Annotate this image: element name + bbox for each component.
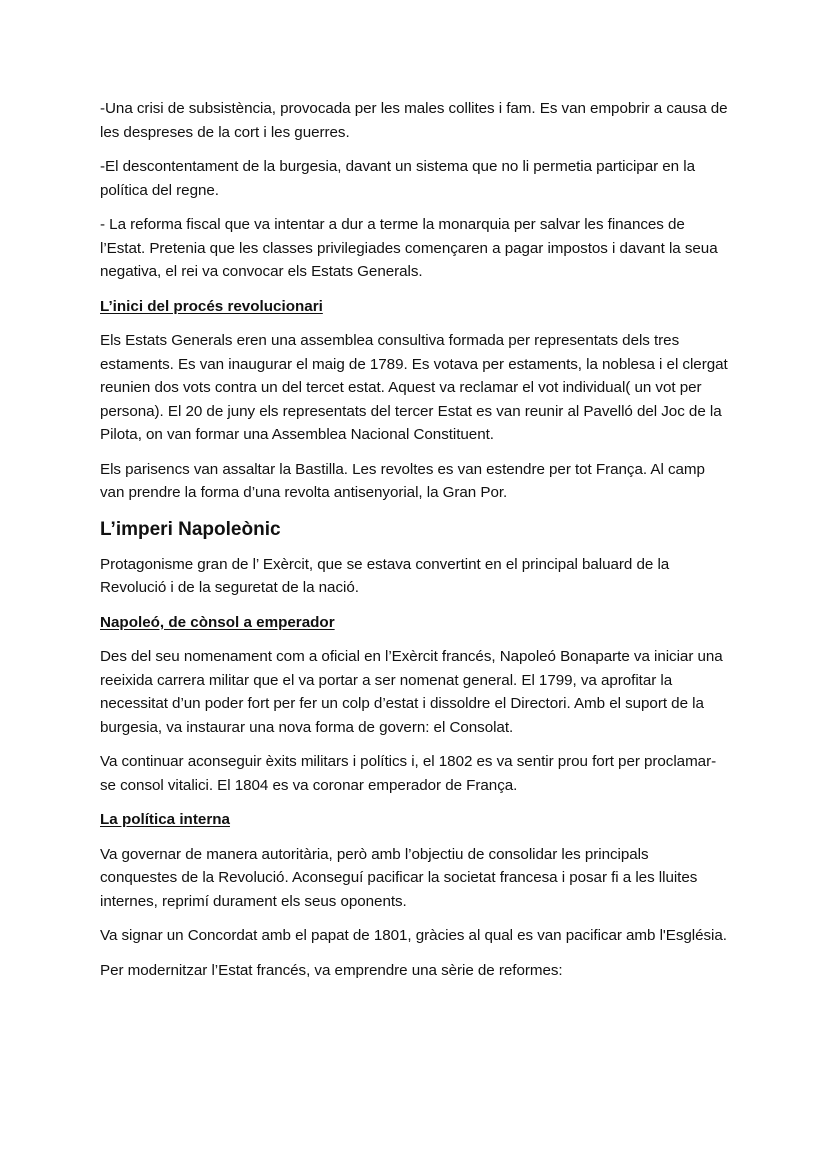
paragraph-concordat: Va signar un Concordat amb el papat de 1801, gràcies al qual es van pacificar amb l'Església. (100, 927, 727, 944)
paragraph-fiscal-reform: - La reforma fiscal que va intentar a dur a terme la monarquia per salvar les finances de l’Estat. Pretenia que les classes privilegiades començaren a pagar impostos i davant la seua negativa, el rei va convocar els Estats Generals. (100, 216, 718, 280)
paragraph-authoritarian-rule: Va governar de manera autoritària, però amb l’objectiu de consolidar les principals conquestes de la Revolució. Aconseguí pacificar la societat francesa i posar fi a les lluites internes, reprimí durament els seus oponents. (100, 845, 698, 910)
subheading-internal-policy: La política interna (100, 811, 230, 828)
paragraph-reforms-intro: Per modernitzar l’Estat francés, va emprendre una sèrie de reformes: (100, 961, 563, 979)
subheading-consul-to-emperor: Napoleó, de cònsol a emperador (100, 613, 335, 631)
paragraph-estates-general: Els Estats Generals eren una assemblea consultiva formada per representats dels tres estaments. Es van inaugurar el maig de 1789. Es votava per estaments, la noblesa i el clergat reunien dos vots contra un del tercet estat. Aquest va reclamar el vot individual( un vot per persona). El 20 de juny els representats del tercer Estat es van reunir al Pavelló del Joc de la Pilota, on van formar una Assemblea Nacional Constituent. (100, 332, 728, 443)
paragraph-subsistence-crisis: -Una crisi de subsistència, provocada per les males collites i fam. Es van empobrir a causa de les despreses de la cort i les guerres. (100, 100, 728, 141)
paragraph-bastille: Els parisencs van assaltar la Bastilla. Les revoltes es van estendre per tot França. Al camp van prendre la forma d’una revolta antisenyorial, la Gran Por. (100, 460, 705, 501)
paragraph-bourgeoisie-discontent: -El descontentament de la burgesia, davant un sistema que no li permetia participar en la política del regne. (100, 158, 695, 199)
document-body (100, 97, 728, 993)
section-heading-napoleonic-empire: L’imperi Napoleònic (100, 518, 281, 540)
subheading-revolutionary-process: L’inici del procés revolucionari (100, 297, 323, 315)
paragraph-military-career: Des del seu nomenament com a oficial en l’Exèrcit francés, Napoleó Bonaparte va iniciar una reeixida carrera militar que el va portar a ser nomenat general. El 1799, va aprofitar la necessitat d’un poder fort per fer un colp d’estat i dissoldre el Directori. Amb el suport de la burgesia, va instaurar una nova forma de govern: el Consolat. (100, 648, 723, 736)
paragraph-army-role: Protagonisme gran de l’ Exèrcit, que se estava convertint en el principal baluard de la Revolució i de la seguretat de la nació. (100, 555, 670, 596)
paragraph-coronation: Va continuar aconseguir èxits militars i polítics i, el 1802 es va sentir prou fort per proclamar-se consol vitalici. El 1804 es va coronar emperador de França. (100, 753, 717, 794)
